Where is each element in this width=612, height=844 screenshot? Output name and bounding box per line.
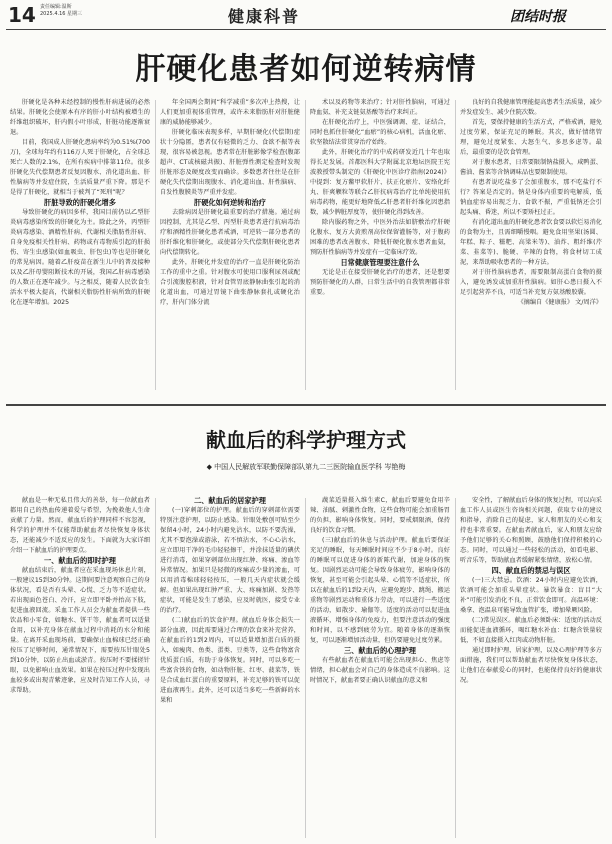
paragraph: 年全国两会期间“科学减重”多次冲上热搜，让人们更加重视体重管理，或许未来脂肪肝对肝脏健康的威胁能够减少。 [160,99,300,126]
paragraph: 无论是正在接受肝硬化治疗的患者，还是想要预防肝硬化的人群，日常生活中的自我管理都非常重要。 [310,269,450,296]
subheading: 四、献血后的禁忌与误区 [491,566,571,575]
subheading: 三、献血后的心理护理 [344,646,416,655]
paragraph: 有消化道出血的肝硬化患者饮食要以软烂易消化的食物为主，且需细嚼慢咽。避免食用坚果(汤圆、年糕、粽子、糍粑、高梁米等)、油炸、粗纤维(芹菜、韭菜等)、脆硬、辛辣的食物，将食材切工成泥，来帮助吸收患者的一种方法。 [460,219,602,266]
paragraph: 此外，肝硬化治疗的中成药研发近几十年也取得长足发展。首都医科大学附属北京地坛医院王宪波教授带头制定的《肝硬化中医诊疗指南(2024)》中提到：复方鳖甲软肝片、扶正化瘀片、安络化纤丸、肝爽颗粒等联合乙肝抗病毒治疗比单纯使用抗病毒药物，能更好地降低乙肝患者肝纤维化因患指数，减少脾脏厚度等，使肝硬化得到改善。 [310,149,450,216]
paragraph: 对于腹水患者，日常要限制钠盐摄入，咸鸭蛋、酱油、酱菜等含钠调味品也要限制使用。 [460,159,602,176]
article2-column-3 [310,496,450,840]
column-divider [305,498,306,838]
column-divider [155,498,156,838]
paragraph: 肝硬化是各种未经控制的慢性肝病进展的必然结果。肝硬化会使原本有序的肝小叶结构被增生的纤维组织破坏，肝内假小叶形成，肝脏功能逐渐衰退。 [10,99,150,136]
date-line: 2025.4.16 星期三 [40,11,83,17]
paragraph: 有患者说吃盐多了会加重腹水，那不吃盐行不行？答案是否定的。钠是身体内重要的电解质，低钠血症容易出现乏力、食欲不振，严重低钠还会引起头痛、昏迷，所以不要矫枉过正。 [460,179,602,216]
subheading: 肝硬化如何逆转和治疗 [194,198,266,207]
subheading: 一、献血后的即时护理 [44,556,116,565]
article1-column-3 [310,98,450,394]
article-divider [6,404,606,406]
paragraph: (二)献血后的饮食护理。献血后身体会损失一部分血液，因此需要通过合理的饮食来补充营养，在献血后的1到2周内，可以适量增加蛋白质的摄入，如瘦肉、鱼类、蛋类、豆类等，这些食物富含优质蛋白质，有助于身体恢复。同时，可以多吃一些富含铁的食物，如动物肝脏、红枣、菠菜等，铁是合成血红蛋白的重要原料，补充足够的铁可以促进血液再生。此外，还可以适当多吃一些新鲜的水果和 [160,617,300,704]
edition-line: 责任编辑:温斯 [40,4,72,10]
subheading: 肝脏导致的肝硬化增多 [44,198,116,207]
paragraph: 良好的自我健康管理能提高患者生活质量，减少并发症发生、减少住院次数。 [460,99,602,116]
paragraph: 蔬菜适量摄入维生素C，献血后要避免食用辛辣、油腻、刺激性食物，这些食物可能会加重肠胃的负担，影响身体恢复。同时，要戒烟限酒，保持良好的饮食习惯。 [310,497,450,534]
paragraph: 安全性，了解献血后身体的恢复过程，可以向采血工作人员或医生咨询相关问题，获取专业的建议和指导，消除自己的疑虑，家人和朋友的关心和支持也非常重要。在献血者献血后，家人和朋友应给予他们足够的关心和照顾，鼓励他们保持积极的心态。同时，可以通过一些轻松的活动，如看电影、听音乐等，帮助献血者缓解紧张情绪，放松心情。 [460,497,602,564]
article2-title: 献血后的科学护理方式 [206,428,406,452]
paragraph: 术以及药物等来治疗；针对肝性脑病，可通过降血氨、补充支链氨基酸等治疗来纠正。 [310,99,450,116]
paragraph: 通过即时护理、居家护理，以及心理护理等多方面措施，我们可以帮助献血者尽快恢复身体状态，让他们在奉献爱心的同时，也能保持良好的健康状况。 [460,647,602,684]
subheading: 二、献血后的居家护理 [194,496,266,505]
paragraph: 献血结束后，献血者应在采血现场休息片刻，一般建议15到30分钟。这期间要注意观察自己的身体状况，看是否有头晕、心慌、乏力等不适症状。若出现面色苍白、冷汗，应立即平卧并抬高下肢，促进血液回流。采血工作人员会为献血者提供一些饮品和小零食，如糖水、饼干等，献血者可以适量食用，以补充身体在献血过程中消耗的水分和能量。在离开采血现场前，要确保止血棉球已经正确按压了足够时间，通常情况下，需要按压针眼处5到10分钟，以防止出血或淤青。按压时不要揉搓针眼，以免影响止血效果。如果在按压过程中发现出血较多或出现青紫迹象，应及时告知工作人员，寻求帮助。 [10,567,150,694]
subheading: 日常健康管理要注意什么 [340,258,420,267]
article1-column-1 [10,98,150,394]
column-divider [455,498,456,838]
paragraph: 去除病因是肝硬化最重要的治疗措施。通过病因控制，尤其是乙型、丙型肝炎患者进行抗病毒治疗和酒精性肝硬化患者戒酒，可逆转一部分患者的肝纤维化和肝硬化，或使部分失代偿期肝硬化患者向代偿期转化。 [160,209,300,256]
paragraph: (一)三大禁忌。饮酒：24小时内应避免饮酒，饮酒可能会加重头晕症状。暴饮暴食：盲目“大补”可能引发消化不良，正常饮食即可。高温环境：桑拿、泡温泉可能导致血管扩张，增加晕厥风险。 [460,577,602,614]
header-rule [6,29,606,30]
page-number: 14 [8,3,36,27]
paragraph: (一)穿刺部位的护理。献血后的穿刺部位需要特别注意护理，以防止感染。针眼处敷创可贴至少保留4小时，24小时内避免沾水，以防不要洗澡，尤其不要泡澡或游泳，若不慎沾水，不心心沾水，应立即用干净的毛巾轻轻擦干，并涂抹适量的碘伏进行消毒，如果穿刺部位出现红肿、疼痛、渗血等异常情况。加果只是轻微的疼痛或少量的渗血，可以用消毒棉球轻轻按压，一般几天内症状就会缓解。但如果出现红肿严重、大、疼痛加剧、发热等症状，可能是发生了感染，应及时就医，接受专业的治疗。 [160,507,300,614]
article2-column-4 [460,496,602,840]
article1-column-2 [160,98,300,394]
paragraph: 献血是一种无私且伟大的善举，每一位献血者都用自己的热血传递着爱与希望，为挽救他人生命贡献了力量。然而，献血后的护理同样不容忽视，科学的护理并不仅能帮助献血者尽快恢复身体状态，还能减少不适反应的发生。下面就为大家详细介绍一下献血后的护理要点。 [10,497,150,554]
paragraph: 在肝硬化治疗上，中医强调调、症、证结合，同时也抓住肝硬化“血瘀”的核心病机，活血化瘀、软坚散结法常贯穿治疗始终。 [310,119,450,146]
article1-signature: 《摘编自《健康报》 文/周洋》 [517,299,602,306]
paragraph: 首先，要保持健康的生活方式，严格戒酒，避免过度劳累，保证充足的睡眠。其次，做好情绪管理，避免过度紧张、大怒生气、多思多虑等。最后，最重要的是饮食管理。 [460,119,602,156]
paragraph: 此外，肝硬化并发症的治疗一直是肝硬化防治工作的重中之重。针对腹水可使用口服利尿剂或配合引流腹腔积液，针对食管胃底静脉曲张引起的消化道出血，可通过胃镜下曲张静脉套扎或硬化治疗，肝内门体分流 [160,259,300,306]
paragraph: 肝硬化临床表现多样，早期肝硬化(代偿期)症状十分隐匿，患者仅有轻微的乏力、食欲不振等表现，很容易被忽视。患者常在肝脏影像学检查(腹部超声、CT或核磁共振)、肝脏弹性测定检查时发现肝脏形态及硬度改变而确诊。多数患者往往是在肝硬化失代偿期出现腹水、消化道出血、肝性脑病、自发性腹膜炎等严重并发症。 [160,129,300,196]
paragraph: 除内服药物之外，中医外治法如脐敷治疗肝硬化腹水、复方大黄煎剂高位保留灌肠等，对于腹药困难的患者改善腹水、降低肝硬化腹水患者血氨，预防肝性脑病等并发症有一定临床疗效。 [310,219,450,256]
issue-meta [40,4,82,18]
section-title: 健康科普 [228,7,301,26]
paragraph: 导致肝硬化的病因多样，我国目前仍以乙型肝炎病毒感染所致的肝硬化为主。除此之外，丙型肝炎病毒感染、酒精性肝病、代谢相关脂肪性肝病、自身免疫相关性肝病、药物或有毒物质引起的肝损伤、寄生虫感染(如血吸虫、肝包虫)等也是肝硬化的常见病因。随着乙肝疫苗在新生儿中的普及接种以及乙肝母婴阻断技术的开展，我国乙肝病毒感染的人数正在逐年减少。与之相反，随着人民饮食生活水平极大提高，代谢相关脂肪性肝病所致的肝硬化在逐年增加。2025 [10,209,150,306]
paragraph: 对于肝性脑病患者，需要限制高蛋白食物的摄入，避免诱发或加重肝性脑病。如肝心患日摄入不足引起营养不良，可适当补充复方氨基酸胶囊。 [460,269,602,296]
column-divider [455,100,456,390]
column-divider [155,100,156,390]
article1-column-4 [460,98,602,394]
paragraph: 有些献血者在献血后可能会出现担心、焦虑等情绪，担心献血会对自己的身体造成不良影响。这时情况下，献血者要正确认识献血的意义和 [310,657,450,684]
article2-column-2 [160,496,300,840]
article2-column-1 [10,496,150,840]
article1-title: 肝硬化患者如何逆转病情 [135,52,477,87]
column-divider [305,100,306,390]
page-header [0,0,612,28]
paragraph: (二)常见误区。献血后必须卧床：适度的活动反而能促进血液循环，喝红糖水补血：红糖含铁量较低，不如直接摄入红肉或动物肝脏。 [460,617,602,644]
article2-byline: ◆ 中国人民解放军联勤保障部队第九二三医院输血医学科 岑艳梅 [206,463,406,471]
paragraph: 目前，我国成人肝硬化患病率约为0.51%(700万)，全球每年约有116万人死于肝硬化，占全球总死亡人数的2.1%，在所有疾病中排第11位。很多肝硬化失代偿期患者反复因腹水、消化道出血、肝性脑病等并发症住院，生活质量严重下降。那是不是得了肝硬化，就相当于被判了“死刑”呢？ [10,139,150,196]
paragraph: (三)献血后的休息与活动护理。献血后要保证充足的睡眠，每天睡眠时间应不少于8小时。良好的睡眠可以促进身体的新陈代谢，加速身体的恢复。因剧烈运动可能会导致身体疲劳，影响身体的恢复，甚至可能会引起头晕、心慌等不适症状，所以在献血后的1到2天内，应避免跑步、跳绳、搬运重物等剧烈运动和重体力劳动，可以进行一些适度的活动，如散步、瑜伽等。适度的活动可以促进血液循环，增强身体的免疫力，但要注意活动的强度和时间，以不感到疲劳为宜。随着身体的逐渐恢复，可以逐渐增加活动量，但仍要避免过度劳累。 [310,537,450,644]
paper-logo: 团结时报 [510,9,566,25]
